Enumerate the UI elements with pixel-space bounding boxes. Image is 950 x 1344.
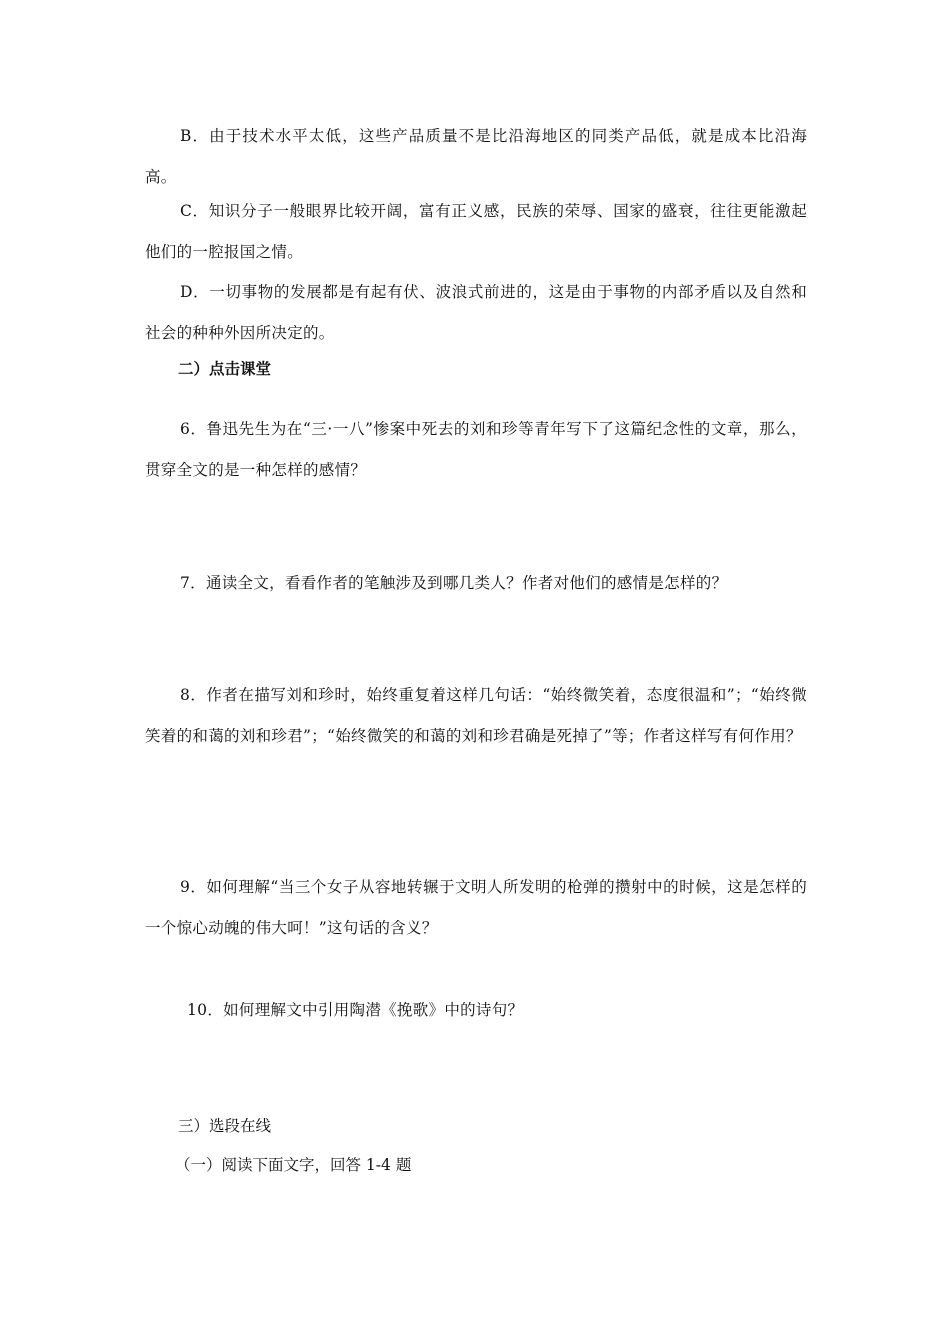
- section-heading-dianji-ketang: 二）点击课堂: [178, 359, 272, 378]
- question-9: 9．如何理解“当三个女子从容地转辗于文明人所发明的枪弹的攒射中的时候，这是怎样的一个惊心动魄的伟大呵！”这句话的含义？: [145, 878, 807, 937]
- section-heading-xuanduan-zaixian: 三）选段在线: [178, 1117, 272, 1135]
- question-6: 6．鲁迅先生为在“三·一八”惨案中死去的刘和珍等青年写下了这篇纪念性的文章，那么，贯穿全文的是一种怎样的感情？: [145, 420, 807, 479]
- reading-instruction: （一）阅读下面文字，回答 1-4 题: [175, 1156, 412, 1174]
- question-10: 10．如何理解文中引用陶潜《挽歌》中的诗句？: [187, 1001, 524, 1019]
- option-c: C．知识分子一般眼界比较开阔，富有正义感，民族的荣辱、国家的盛衰，往往更能激起他们的一腔报国之情。: [145, 202, 807, 261]
- question-8: 8．作者在描写刘和珍时，始终重复着这样几句话：“始终微笑着，态度很温和”；“始终微笑着的和蔼的刘和珍君”；“始终微笑的和蔼的刘和珍君确是死掉了”等；作者这样写有何作用？: [145, 686, 807, 745]
- question-7: 7．通读全文，看看作者的笔触涉及到哪几类人？作者对他们的感情是怎样的？: [180, 574, 728, 592]
- option-d: D．一切事物的发展都是有起有伏、波浪式前进的，这是由于事物的内部矛盾以及自然和社会的种种外因所决定的。: [145, 283, 807, 342]
- option-b: B．由于技术水平太低，这些产品质量不是比沿海地区的同类产品低，就是成本比沿海高。: [145, 127, 807, 186]
